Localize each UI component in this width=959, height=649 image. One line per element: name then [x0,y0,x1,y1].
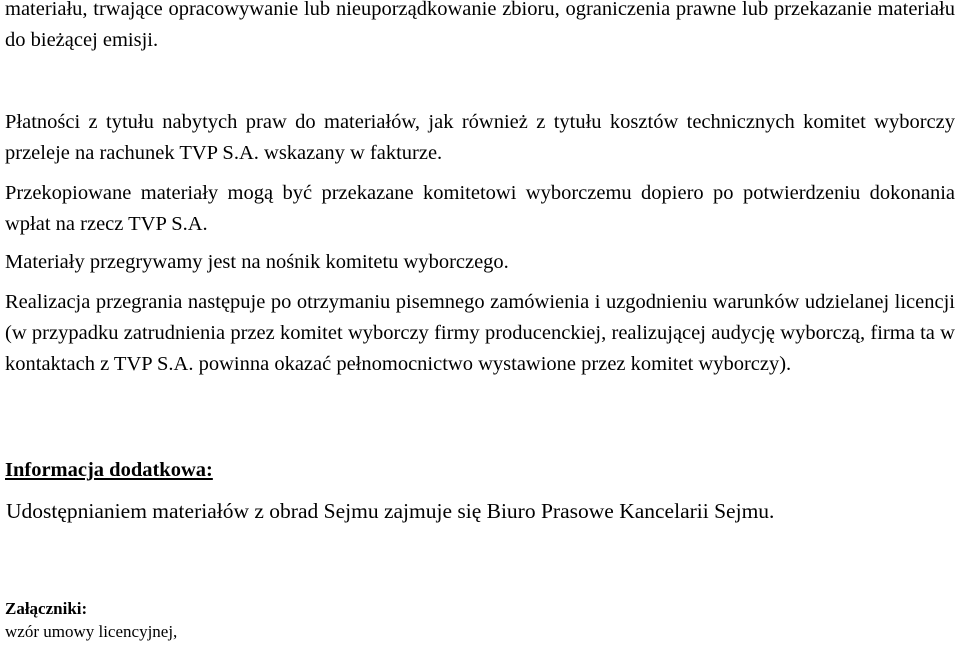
additional-info-heading: Informacja dodatkowa: [5,459,213,481]
paragraph-realization: Realizacja przegrania następuje po otrzymaniu pisemnego zamówienia i uzgodnieniu warunków udzielanej licencji (w przypadku zatrudnienia przez komitet wyborczy firmy producenckiej, realizującej audycję wyborczą, firma ta w kontaktach z TVP S.A. powinna okazać pełnomocnictwo wystawione przez komitet wyborczy). [5,291,955,375]
attachment-item: wzór umowy licencyjnej, [5,622,178,641]
paragraph-carrier: Materiały przegrywamy jest na nośnik komitetu wyborczego. [5,251,509,273]
additional-info-text: Udostępnianiem materiałów z obrad Sejmu zajmuje się Biuro Prasowe Kancelarii Sejmu. [6,499,775,523]
paragraph-payments: Płatności z tytułu nabytych praw do materiałów, jak również z tytułu kosztów technicznych komitet wyborczy przeleje na rachunek TVP S.A. wskazany w fakturze. [5,111,955,164]
paragraph-transfer-condition: Przekopiowane materiały mogą być przekazane komitetowi wyborczemu dopiero po potwierdzeniu dokonania wpłat na rzecz TVP S.A. [5,182,955,235]
paragraph-emission-restrictions: materiału, trwające opracowywanie lub nieuporządkowanie zbioru, ograniczenia prawne lub przekazanie materiału do bieżącej emisji. [5,0,955,51]
attachments-heading: Załączniki: [5,599,88,618]
